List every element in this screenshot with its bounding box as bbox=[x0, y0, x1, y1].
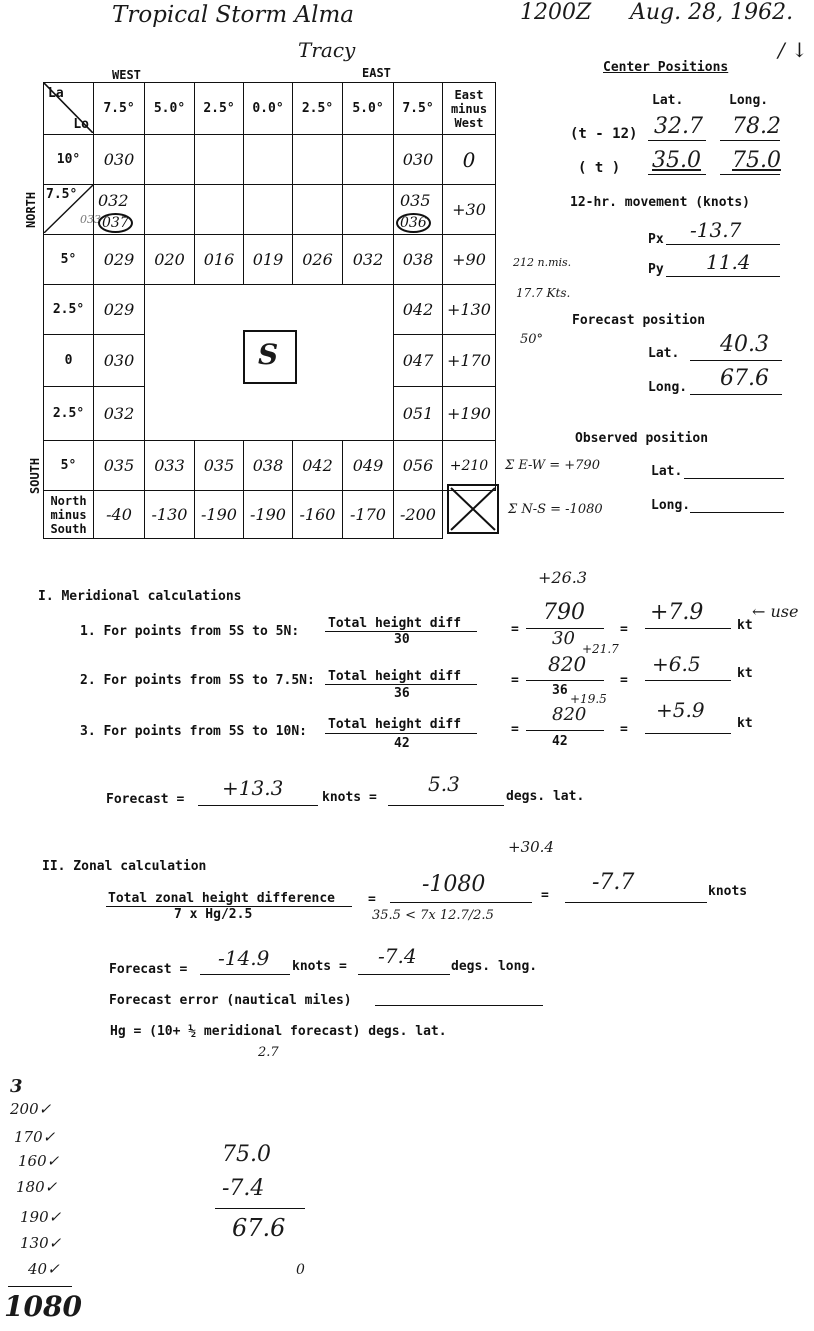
grid-cell: 032 bbox=[343, 235, 394, 285]
ns-diff-cell: -40 bbox=[94, 491, 145, 539]
zonal-equals2: = bbox=[541, 888, 549, 903]
zonal-result: -7.7 bbox=[592, 870, 635, 895]
grid-cell: 026 bbox=[293, 235, 343, 285]
corner-lo-label: Lo bbox=[73, 117, 89, 132]
observed-position-title: Observed position bbox=[575, 431, 709, 446]
grid-cell-value: 035 bbox=[400, 191, 431, 210]
grid-cell: 030 bbox=[394, 135, 443, 185]
grid-cell: 035 bbox=[195, 441, 244, 491]
time-handwritten: 1200Z bbox=[520, 0, 592, 25]
grid-cell: 033 bbox=[145, 441, 195, 491]
diff-cell: +190 bbox=[443, 387, 496, 441]
py-label: Py bbox=[648, 262, 664, 277]
margin-note-sum-ns: Σ N-S = -1080 bbox=[508, 502, 603, 517]
ns-label: North minus South bbox=[44, 491, 94, 539]
grid-cell bbox=[293, 135, 343, 185]
meridional-row3-den: 42 bbox=[552, 734, 568, 749]
south-label: SOUTH bbox=[28, 457, 42, 494]
meridional-row3-num-text: Total height diff bbox=[328, 717, 462, 732]
scratch-sum-c: 67.6 bbox=[232, 1214, 286, 1242]
hg-formula: Hg = (10+ ½ meridional forecast) degs. lat. bbox=[110, 1024, 447, 1039]
zonal-den-text: 7 x Hg/2.5 bbox=[174, 907, 253, 922]
zonal-equals: = bbox=[368, 892, 376, 907]
meridional-row3-result-line bbox=[645, 733, 731, 734]
py-value: 11.4 bbox=[706, 250, 751, 274]
forecast-lat-line bbox=[690, 360, 782, 361]
meridional-row3-equals2: = bbox=[620, 722, 628, 737]
grid-cell bbox=[195, 135, 244, 185]
grid-cell: 019 bbox=[244, 235, 293, 285]
zonal-forecast-knots: -14.9 bbox=[218, 946, 270, 970]
meridional-row2-equals: = bbox=[511, 673, 519, 688]
meridional-forecast-knots-line bbox=[198, 805, 318, 806]
lat-label: 5° bbox=[44, 235, 94, 285]
grid-cell: 032 bbox=[94, 387, 145, 441]
lat-label-text: 7.5° bbox=[46, 187, 78, 202]
grid-cell: 038 bbox=[244, 441, 293, 491]
scratch-value: 130✓ bbox=[20, 1234, 62, 1252]
grid-cell-faint: 033 bbox=[80, 213, 101, 226]
meridional-row3-value-line bbox=[526, 730, 604, 731]
diff-cell: +90 bbox=[443, 235, 496, 285]
meridional-row1-result: +7.9 bbox=[650, 600, 704, 625]
scratch-sum-a: 75.0 bbox=[222, 1142, 271, 1167]
observed-lat-line bbox=[684, 478, 784, 479]
storm-name-handwritten: Tropical Storm Alma bbox=[112, 2, 354, 28]
grid-cell: 056 bbox=[394, 441, 443, 491]
meridional-row2-fraction-line bbox=[325, 684, 477, 685]
meridional-row2-result: +6.5 bbox=[652, 652, 701, 676]
zonal-knots: knots bbox=[708, 884, 748, 899]
grid-cell: 038 bbox=[394, 235, 443, 285]
margin-note-nm: 212 n.mis. bbox=[513, 256, 572, 269]
forecast-long-line bbox=[690, 394, 782, 395]
meridional-knots-word: knots = bbox=[322, 790, 377, 805]
grid-cell: 030 bbox=[94, 135, 145, 185]
t12-long-value: 78.2 bbox=[732, 114, 781, 139]
diff-cell: +210 bbox=[443, 441, 496, 491]
meridional-forecast-deg: 5.3 bbox=[428, 772, 460, 796]
meridional-row2-den: 36 bbox=[552, 683, 568, 698]
margin-note-deg: 50° bbox=[520, 332, 544, 347]
meridional-forecast-label: Forecast = bbox=[106, 792, 185, 807]
col-header: 2.5° bbox=[195, 83, 244, 135]
meridional-row3-den-text: 42 bbox=[394, 736, 410, 751]
diff-cell: +170 bbox=[443, 335, 496, 387]
meridional-row1-equals: = bbox=[511, 622, 519, 637]
ns-diff-cell: -200 bbox=[394, 491, 443, 539]
t-long-value: 75.0 bbox=[732, 148, 781, 173]
diff-cell: 0 bbox=[443, 135, 496, 185]
grid-cell-circled: 037 bbox=[98, 213, 133, 233]
grid-cell bbox=[145, 185, 195, 235]
zonal-forecast-deg: -7.4 bbox=[378, 944, 417, 968]
col-header: 5.0° bbox=[145, 83, 195, 135]
ns-diff-cell: -170 bbox=[343, 491, 394, 539]
grid-cell: 016 bbox=[195, 235, 244, 285]
corner-mark-handwritten: / ↓ bbox=[778, 38, 808, 62]
storm-center-symbol: S bbox=[258, 338, 279, 371]
t12-long-line bbox=[720, 140, 780, 141]
grid-cell bbox=[394, 185, 443, 235]
grid-cell: 020 bbox=[145, 235, 195, 285]
col-header: 0.0° bbox=[244, 83, 293, 135]
px-line bbox=[666, 244, 780, 245]
zonal-result-line bbox=[565, 902, 707, 903]
grid-cell: 049 bbox=[343, 441, 394, 491]
t-lat-value: 35.0 bbox=[652, 148, 701, 173]
grid-cell-value: 032 bbox=[98, 191, 129, 210]
analyst-handwritten: Tracy bbox=[298, 38, 356, 62]
grid-cell: 042 bbox=[293, 441, 343, 491]
ns-diff-cell: -190 bbox=[244, 491, 293, 539]
meridional-row3-equals: = bbox=[511, 722, 519, 737]
east-minus-west-header: East minus West bbox=[443, 83, 496, 135]
py-line bbox=[666, 276, 780, 277]
meridional-row2-num-text: Total height diff bbox=[328, 669, 462, 684]
meridional-deg-lat: degs. lat. bbox=[506, 789, 585, 804]
grid-cell bbox=[244, 185, 293, 235]
ns-diff-cell: -160 bbox=[293, 491, 343, 539]
meridional-row1-num-text: Total height diff bbox=[328, 616, 462, 631]
height-grid-table bbox=[43, 82, 496, 539]
lat-label: 0 bbox=[44, 335, 94, 387]
observed-long-label: Long. bbox=[651, 498, 691, 513]
hg-value-handwritten: 2.7 bbox=[258, 1045, 279, 1060]
scratch-sum-mark: 0 bbox=[296, 1262, 305, 1278]
west-label: WEST bbox=[112, 68, 141, 82]
meridional-row2-value-line bbox=[526, 680, 604, 681]
grid-cell bbox=[195, 185, 244, 235]
meridional-row1-num: 790 bbox=[543, 600, 585, 625]
meridional-row3-num: 820 bbox=[552, 704, 587, 725]
grid-cell: 035 bbox=[94, 441, 145, 491]
meridional-row3-label: 3. For points from 5S to 10N: bbox=[80, 724, 307, 739]
north-label: NORTH bbox=[24, 191, 38, 228]
forecast-long-value: 67.6 bbox=[720, 366, 769, 391]
margin-note-kts: 17.7 Kts. bbox=[516, 286, 571, 300]
zonal-num-value: -1080 bbox=[422, 872, 486, 897]
meridional-title: I. Meridional calculations bbox=[38, 589, 242, 604]
grid-cell: 047 bbox=[394, 335, 443, 387]
forecast-error-label: Forecast error (nautical miles) bbox=[109, 993, 352, 1008]
meridional-row2-unit: kt bbox=[737, 666, 753, 681]
zonal-forecast-label: Forecast = bbox=[109, 962, 188, 977]
scratch-value: 3 bbox=[10, 1076, 23, 1097]
zonal-title: II. Zonal calculation bbox=[42, 859, 207, 874]
meridional-row2-den-text: 36 bbox=[394, 686, 410, 701]
grid-cell: 030 bbox=[94, 335, 145, 387]
lat-header: Lat. bbox=[652, 93, 684, 108]
diff-cell: +30 bbox=[443, 185, 496, 235]
crossed-out-box bbox=[447, 484, 499, 534]
col-header: 5.0° bbox=[343, 83, 394, 135]
meridional-note-263: +26.3 bbox=[538, 568, 588, 587]
scratch-value: 40✓ bbox=[28, 1260, 60, 1278]
scratch-total: 1080 bbox=[4, 1290, 82, 1323]
meridional-use-note: ← use bbox=[752, 602, 799, 621]
scratch-value: 180✓ bbox=[16, 1178, 58, 1196]
col-header: 2.5° bbox=[293, 83, 343, 135]
grid-cell bbox=[343, 135, 394, 185]
ns-diff-cell: -130 bbox=[145, 491, 195, 539]
meridional-note-227: +21.7 bbox=[582, 642, 619, 656]
meridional-row1-den: 30 bbox=[552, 628, 575, 649]
lat-label: 2.5° bbox=[44, 387, 94, 441]
long-header: Long. bbox=[729, 93, 769, 108]
corner-la-label: La bbox=[48, 86, 64, 101]
meridional-row2-result-line bbox=[645, 680, 731, 681]
meridional-forecast-knots: +13.3 bbox=[222, 776, 284, 800]
lat-label: 5° bbox=[44, 441, 94, 491]
zonal-value-line bbox=[390, 902, 532, 903]
meridional-row1-label: 1. For points from 5S to 5N: bbox=[80, 624, 300, 639]
observed-lat-label: Lat. bbox=[651, 464, 683, 479]
grid-cell: 042 bbox=[394, 285, 443, 335]
scratch-sum-line bbox=[8, 1286, 72, 1287]
meridional-note-195: +19.5 bbox=[570, 692, 607, 706]
meridional-row1-equals2: = bbox=[620, 622, 628, 637]
meridional-row1-unit: kt bbox=[737, 618, 753, 633]
px-value: -13.7 bbox=[690, 218, 742, 242]
ns-diff-cell: -190 bbox=[195, 491, 244, 539]
lat-label bbox=[44, 185, 94, 235]
grid-cell: 029 bbox=[94, 285, 145, 335]
zonal-num-text: Total zonal height difference bbox=[108, 891, 335, 906]
t-lat-line bbox=[648, 174, 706, 175]
meridional-forecast-deg-line bbox=[388, 805, 504, 806]
lat-label: 10° bbox=[44, 135, 94, 185]
forecast-position-title: Forecast position bbox=[572, 313, 706, 328]
east-label: EAST bbox=[362, 66, 391, 80]
meridional-row2-num: 820 bbox=[548, 652, 587, 676]
forecast-lat-value: 40.3 bbox=[720, 332, 769, 357]
cross-mark-icon bbox=[449, 486, 497, 532]
px-label: Px bbox=[648, 232, 664, 247]
t12-lat-value: 32.7 bbox=[654, 114, 703, 139]
col-header: 7.5° bbox=[394, 83, 443, 135]
col-header: 7.5° bbox=[94, 83, 145, 135]
zonal-forecast-knots-line bbox=[200, 974, 290, 975]
zonal-forecast-deg-line bbox=[358, 974, 450, 975]
grid-cell: 051 bbox=[394, 387, 443, 441]
forecast-lat-label: Lat. bbox=[648, 346, 680, 361]
grid-corner-cell bbox=[44, 83, 94, 135]
forecast-long-label: Long. bbox=[648, 380, 688, 395]
grid-cell bbox=[80, 185, 145, 235]
grid-cell bbox=[244, 135, 293, 185]
zonal-knots-word: knots = bbox=[292, 959, 347, 974]
scratch-value: 160✓ bbox=[18, 1152, 60, 1170]
grid-cell-circled: 036 bbox=[396, 213, 431, 233]
meridional-row3-fraction-line bbox=[325, 733, 477, 734]
scratch-sum-b: -7.4 bbox=[222, 1176, 265, 1201]
margin-note-sum-ew: Σ E-W = +790 bbox=[505, 458, 600, 473]
grid-cell bbox=[145, 135, 195, 185]
grid-cell bbox=[293, 185, 343, 235]
movement-label: 12-hr. movement (knots) bbox=[570, 195, 751, 210]
scratch-value: 190✓ bbox=[20, 1208, 62, 1226]
date-handwritten: Aug. 28, 1962. bbox=[630, 0, 794, 25]
scratch-value: 200✓ bbox=[10, 1100, 52, 1118]
meridional-row3-result: +5.9 bbox=[656, 698, 705, 722]
center-positions-title: Center Positions bbox=[603, 60, 729, 75]
meridional-row2-label: 2. For points from 5S to 7.5N: bbox=[80, 673, 315, 688]
lat-label: 2.5° bbox=[44, 285, 94, 335]
t-long-line bbox=[720, 174, 780, 175]
scratch-sum-line-2 bbox=[215, 1208, 305, 1209]
t12-lat-line bbox=[648, 140, 706, 141]
zonal-den-handwritten: 35.5 < 7x 12.7/2.5 bbox=[372, 908, 494, 923]
diff-cell: +130 bbox=[443, 285, 496, 335]
grid-cell bbox=[343, 185, 394, 235]
grid-cell: 029 bbox=[94, 235, 145, 285]
forecast-error-line bbox=[375, 1005, 543, 1006]
meridional-row1-den-text: 30 bbox=[394, 632, 410, 647]
t-label: ( t ) bbox=[578, 160, 621, 176]
scratch-value: 170✓ bbox=[14, 1128, 56, 1146]
zonal-note-304: +30.4 bbox=[508, 838, 554, 856]
observed-long-line bbox=[690, 512, 784, 513]
zonal-deg-long: degs. long. bbox=[451, 959, 538, 974]
meridional-row3-unit: kt bbox=[737, 716, 753, 731]
meridional-row1-result-line bbox=[645, 628, 731, 629]
t12-label: (t - 12) bbox=[570, 126, 638, 142]
meridional-row2-equals2: = bbox=[620, 673, 628, 688]
